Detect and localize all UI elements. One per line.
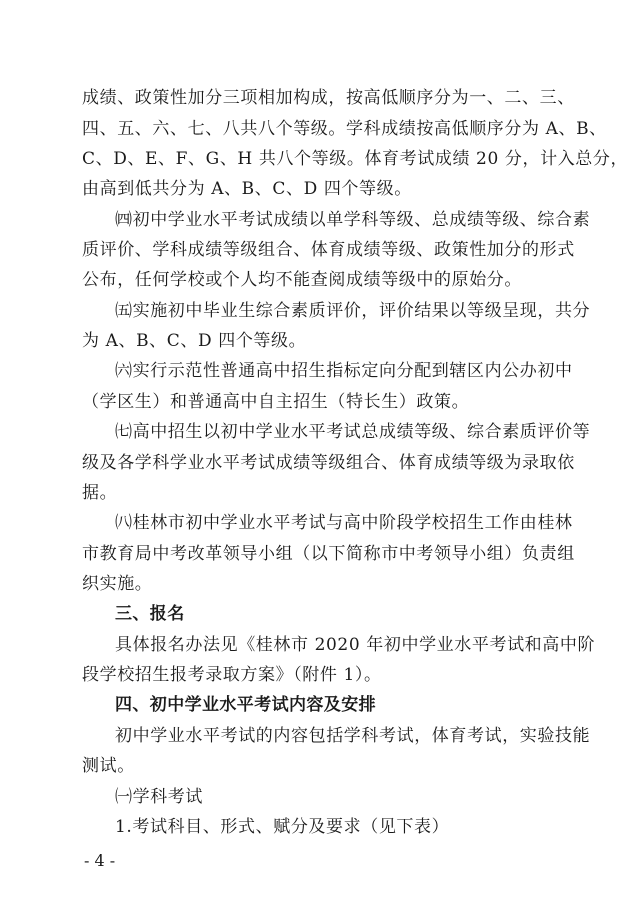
subsection-heading-subject-exam: ㈠学科考试 (115, 787, 203, 807)
text-line: 质评价、学科成绩等级组合、体育成绩等级、政策性加分的形式 (82, 240, 575, 260)
text-line: 段学校招生报考录取方案》（附件 1）。 (82, 665, 382, 685)
text-line: 公布，任何学校或个人均不能查阅成绩等级中的原始分。 (82, 270, 522, 290)
text-line: 市教育局中考改革领导小组（以下简称市中考领导小组）负责组 (82, 544, 575, 564)
section-heading-registration: 三、报名 (115, 604, 185, 624)
text-line: 由高到低共分为 A、B、C、D 四个等级。 (82, 179, 412, 199)
text-line: 据。 (82, 483, 118, 503)
text-line: 测试。 (82, 756, 135, 776)
item-5-line: ㈤实施初中毕业生综合素质评价，评价结果以等级呈现，共分 (115, 301, 591, 321)
text-line: 成绩、政策性加分三项相加构成，按高低顺序分为一、二、三、 (82, 88, 575, 108)
text-line: 具体报名办法见《桂林市 2020 年初中学业水平考试和高中阶 (115, 635, 596, 655)
text-line: 1.考试科目、形式、赋分及要求（见下表） (115, 817, 450, 837)
item-6-line: ㈥实行示范性普通高中招生指标定向分配到辖区内公办初中 (115, 361, 573, 381)
text-line: 为 A、B、C、D 四个等级。 (82, 331, 307, 351)
text-line: 四、五、六、七、八共八个等级。学科成绩按高低顺序分为 A、B、 (82, 119, 607, 139)
text-line: C、D、E、F、G、H 共八个等级。体育考试成绩 20 分，计入总分， (82, 149, 629, 169)
text-line: （学区生）和普通高中自主招生（特长生）政策。 (82, 392, 470, 412)
text-line: 初中学业水平考试的内容包括学科考试，体育考试，实验技能 (115, 726, 591, 746)
item-7-line: ㈦高中招生以初中学业水平考试总成绩等级、综合素质评价等 (115, 422, 591, 442)
item-8-line: ㈧桂林市初中学业水平考试与高中阶段学校招生工作由桂林 (115, 513, 573, 533)
item-4-line: ㈣初中学业水平考试成绩以单学科等级、总成绩等级、综合素 (115, 210, 591, 230)
text-line: 织实施。 (82, 574, 153, 594)
section-heading-exam-content: 四、初中学业水平考试内容及安排 (115, 695, 376, 715)
text-line: 级及各学科学业水平考试成绩等级组合、体育成绩等级为录取依 (82, 453, 575, 473)
page-number: - 4 - (84, 851, 116, 870)
